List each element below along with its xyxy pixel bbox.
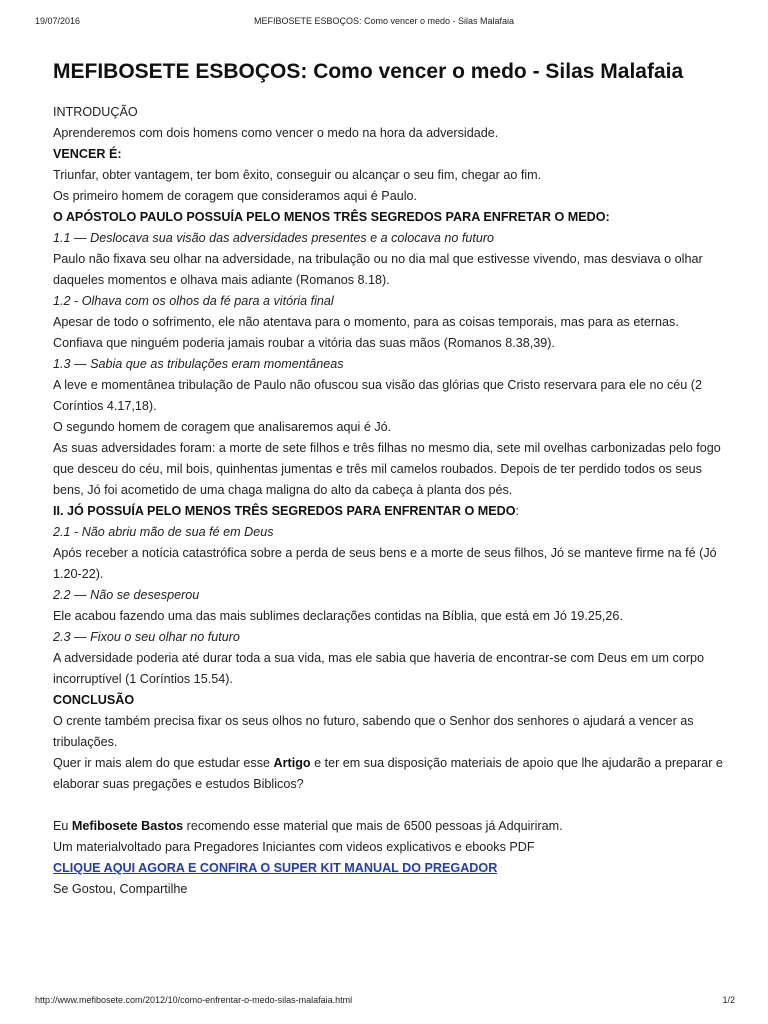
conclusion-heading: CONCLUSÃO xyxy=(53,693,135,707)
s1-3-title: 1.3 — Sabia que as tribulações eram momentâneas xyxy=(53,357,344,371)
cta-line xyxy=(53,858,723,879)
intro-heading: INTRODUÇÃO xyxy=(53,105,138,119)
job-adversities-text: As suas adversidades foram: a morte de sete filhos e três filhas no mesmo dia, sete mil ovelhas carbonizadas pelo fogo que desceu do céu, mil bois, quinhentas jumentas e três mil camelos roubados. Depois de ter perdido todos os seus bens, Jó foi acometido de uma chaga maligna do alto da cabeça à planta dos pés. xyxy=(53,441,721,497)
rec-post: recomendo esse material que mais de 6500 pessoas já Adquiriram. xyxy=(183,819,563,833)
print-url: http://www.mefibosete.com/2012/10/como-enfrentar-o-medo-silas-malafaia.html xyxy=(35,995,353,1005)
s1-3-text: A leve e momentânea tribulação de Paulo não ofuscou sua visão das glórias que Cristo reservara para ele no céu (2 Coríntios 4.17,18). xyxy=(53,378,702,413)
page-number: 1/2 xyxy=(722,995,735,1005)
second-man-text: O segundo homem de coragem que analisaremos aqui é Jó. xyxy=(53,420,392,434)
vencer-text: Triunfar, obter vantagem, ter bom êxito, conseguir ou alcançar o seu fim, chegar ao fim. xyxy=(53,168,542,182)
print-header xyxy=(0,16,768,30)
cta-link[interactable]: CLIQUE AQUI AGORA E CONFIRA O SUPER KIT MANUAL DO PREGADOR xyxy=(53,861,498,875)
vencer-heading: VENCER É: xyxy=(53,147,122,161)
promo-bold: Artigo xyxy=(273,756,311,770)
conclusion-text: O crente também precisa fixar os seus olhos no futuro, sabendo que o Senhor dos senhores o ajudará a vencer as tribulações. xyxy=(53,714,694,749)
recommendation-text xyxy=(53,816,723,837)
s2-2-title: 2.2 — Não se desesperou xyxy=(53,588,200,602)
author-name: Mefibosete Bastos xyxy=(71,819,184,833)
s1-1-title: 1.1 — Deslocava sua visão das adversidades presentes e a colocava no futuro xyxy=(53,231,495,245)
s2-3-text: A adversidade poderia até durar toda a sua vida, mas ele sabia que haveria de encontrar-se com Deus em um corpo incorruptível (1 Coríntios 15.54). xyxy=(53,651,705,686)
s2-1-text: Após receber a notícia catastrófica sobre a perda de seus bens e a morte de seus filhos, Jó se manteve firme na fé (Jó 1.20-22). xyxy=(53,546,717,581)
s1-2-text: Apesar de todo o sofrimento, ele não atentava para o momento, para as coisas temporais, mas para as eternas. Confiava que ninguém poderia jamais roubar a vitória das suas mãos (Romanos 8.38,39). xyxy=(53,315,679,350)
s2-1-title: 2.1 - Não abriu mão de sua fé em Deus xyxy=(53,525,274,539)
article-title: MEFIBOSETE ESBOÇOS: Como vencer o medo - Silas Malafaia xyxy=(53,60,684,83)
first-man-text: Os primeiro homem de coragem que consideramos aqui é Paulo. xyxy=(53,189,418,203)
share-text: Se Gostou, Compartilhe xyxy=(53,882,188,896)
intro-text: Aprenderemos com dois homens como vencer o medo na hora da adversidade. xyxy=(53,126,499,140)
article-content xyxy=(53,57,723,900)
section2-heading-line xyxy=(53,501,723,522)
promo-text xyxy=(53,753,723,795)
s2-3-title: 2.3 — Fixou o seu olhar no futuro xyxy=(53,630,240,644)
promo-pre: Quer ir mais alem do que estudar esse xyxy=(53,756,274,770)
section2-colon: : xyxy=(515,504,520,518)
section2-heading: II. JÓ POSSUÍA PELO MENOS TRÊS SEGREDOS PARA ENFRENTAR O MEDO xyxy=(53,504,516,518)
rec-pre: Eu xyxy=(53,819,72,833)
print-page-title: MEFIBOSETE ESBOÇOS: Como vencer o medo - Silas Malafaia xyxy=(253,16,515,26)
s1-1-text: Paulo não fixava seu olhar na adversidade, na tribulação ou no dia mal que estivesse vivendo, mas desviava o olhar daqueles momentos e olhava mais adiante (Romanos 8.18). xyxy=(53,252,703,287)
s2-2-text: Ele acabou fazendo uma das mais sublimes declarações contidas na Bíblia, que está em Jó 19.25,26. xyxy=(53,609,623,623)
s1-2-title: 1.2 - Olhava com os olhos da fé para a vitória final xyxy=(53,294,334,308)
material-text: Um materialvoltado para Pregadores Iniciantes com videos explicativos e ebooks PDF xyxy=(53,840,535,854)
spacer xyxy=(53,795,723,816)
promo-post: e ter em sua disposição materiais de apoio que lhe ajudarão a preparar e elaborar suas pregações e estudos Biblicos? xyxy=(53,756,723,791)
print-date: 19/07/2016 xyxy=(35,16,81,26)
section1-heading: O APÓSTOLO PAULO POSSUÍA PELO MENOS TRÊS SEGREDOS PARA ENFRETAR O MEDO: xyxy=(53,210,610,224)
